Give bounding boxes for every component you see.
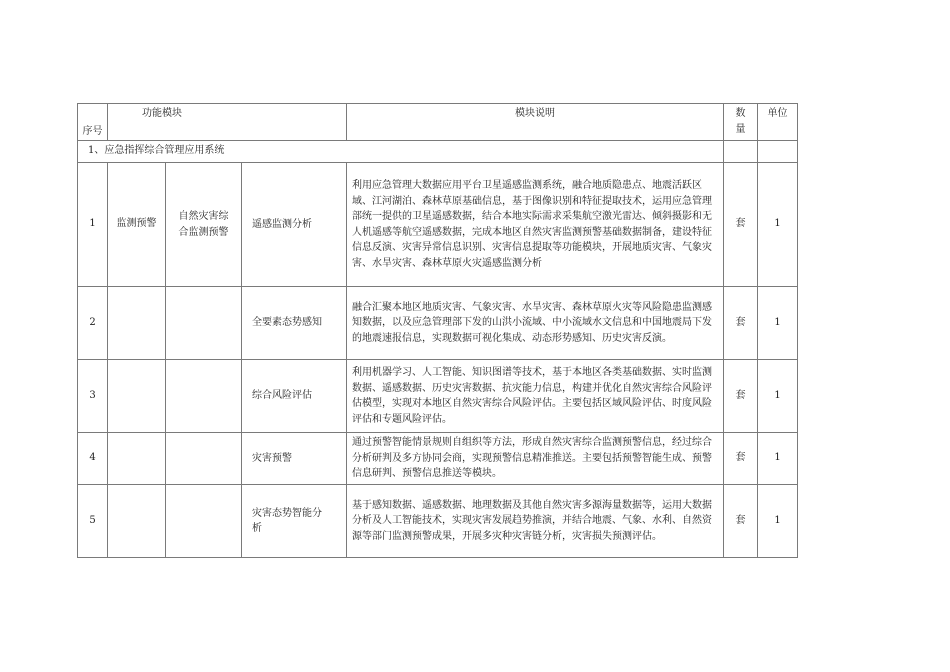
row-description: 基于感知数据、遥感数据、地理数据及其他自然灾害多源海量数据等，运用大数据分析及人工智能技术，实现灾害发展趋势推演，并结合地震、气象、水利、自然资源等部门监测预警成果，开展多灾种灾害链分析，灾害损失预测评估。 [347,485,724,558]
row-seq: 5 [78,485,108,558]
row-level3: 灾害预警 [242,433,347,485]
table-row [78,163,798,287]
row-level3-text: 灾害态势智能分 析 [252,507,322,534]
row-quantity: 套 [724,485,758,558]
row-level1 [108,485,166,558]
row-level2 [166,287,242,360]
row-quantity: 套 [724,433,758,485]
section-row [78,141,798,163]
table-row [78,433,798,485]
row-level3: 遥感监测分析 [242,163,347,287]
header-unit: 单位 [758,104,798,141]
row-quantity: 套 [724,163,758,287]
row-unit: 1 [758,360,798,433]
header-function-module: 功能模块 [108,104,347,141]
section-unit-empty [758,141,798,163]
header-seq: 序号 [78,104,108,141]
row-level3 [242,485,347,558]
row-level3: 全要素态势感知 [242,287,347,360]
row-level1 [108,360,166,433]
row-unit: 1 [758,433,798,485]
row-description: 通过预警智能情景规则自组织等方法，形成自然灾害综合监测预警信息，经过综合分析研判及多方协同会商，实现预警信息精准推送。主要包括预警智能生成、预警信息研判、预警信息推送等模块。 [347,433,724,485]
row-level2 [166,163,242,287]
row-level1 [108,287,166,360]
row-level3: 综合风险评估 [242,360,347,433]
row-seq: 4 [78,433,108,485]
row-unit: 1 [758,163,798,287]
row-quantity: 套 [724,287,758,360]
section-title: 1、应急指挥综合管理应用系统 [78,141,724,163]
header-quantity-text: 数 量 [735,108,746,135]
header-module-description: 模块说明 [347,104,724,141]
row-seq: 2 [78,287,108,360]
row-level1: 监测预警 [108,163,166,287]
row-seq: 3 [78,360,108,433]
row-level2 [166,433,242,485]
header-row [78,104,798,141]
row-description: 融合汇聚本地区地质灾害、气象灾害、水旱灾害、森林草原火灾等风险隐患监测感知数据，以及应急管理部下发的山洪小流域、中小流域水文信息和中国地震局下发的地震速报信息，实现数据可视化集成、动态形势感知、历史灾害反演。 [347,287,724,360]
row-quantity: 套 [724,360,758,433]
row-unit: 1 [758,485,798,558]
row-seq: 1 [78,163,108,287]
table-row [78,485,798,558]
row-description: 利用机器学习、人工智能、知识图谱等技术，基于本地区各类基础数据、实时监测数据、遥感数据、历史灾害数据、抗灾能力信息，构建并优化自然灾害综合风险评估模型，实现对本地区自然灾害综合风险评估。主要包括区域风险评估、时度风险评估和专题风险评估。 [347,360,724,433]
section-quantity-empty [724,141,758,163]
table-row [78,287,798,360]
header-quantity [724,104,758,141]
row-level1 [108,433,166,485]
table-row [78,360,798,433]
row-level2 [166,360,242,433]
row-description: 利用应急管理大数据应用平台卫星遥感监测系统，融合地质隐患点、地震活跃区域、江河湖泊、森林草原基础信息，基于图像识别和特征提取技术，运用应急管理部统一提供的卫星遥感数据，结合本地实际需求采集航空激光雷达、倾斜摄影和无人机遥感等航空遥感数据，完成本地区自然灾害监测预警基础数据制备，建设特征信息反演、灾害异常信息识别、灾害信息提取等功能模块，开展地质灾害、气象灾害、水旱灾害、森林草原火灾遥感监测分析 [347,163,724,287]
row-unit: 1 [758,287,798,360]
specification-table [77,103,798,558]
row-level2 [166,485,242,558]
row-level2-text: 自然灾害综 合监测预警 [178,211,229,238]
